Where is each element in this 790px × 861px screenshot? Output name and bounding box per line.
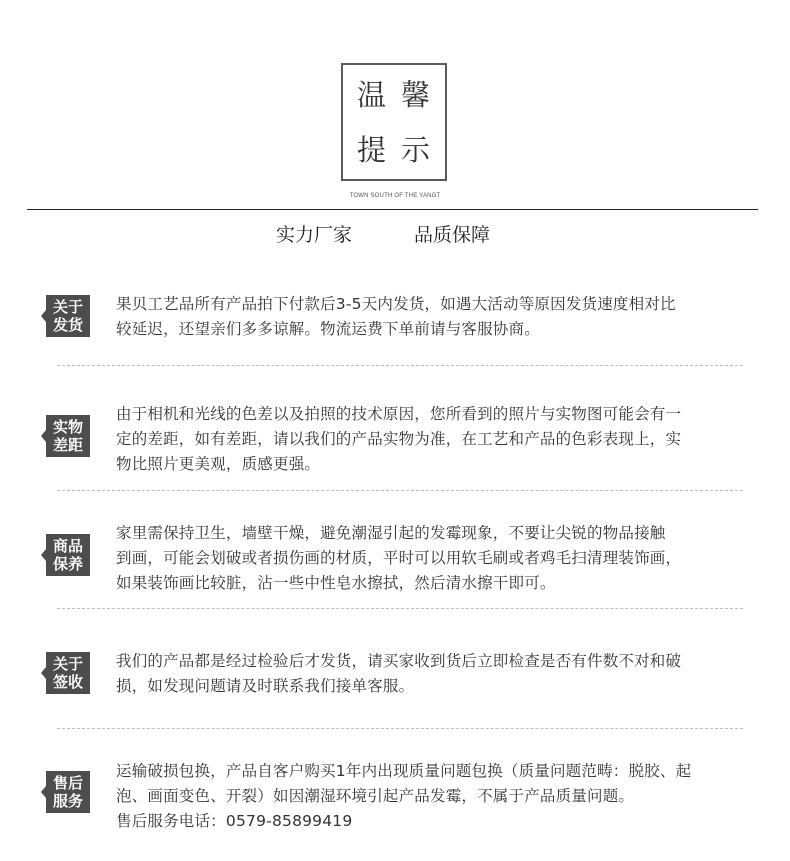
section-divider: [57, 490, 743, 491]
badge-line: 差距: [52, 436, 83, 454]
badge-line: 关于: [52, 298, 83, 316]
badge-shipping: [46, 295, 90, 337]
badge-line: 发货: [52, 316, 83, 334]
slogan-factory: 实力厂家: [276, 224, 353, 246]
text-line: 如果装饰画比较脏，沾一些中性皂水擦拭，然后清水擦干即可。: [116, 574, 556, 592]
header-divider: [27, 209, 758, 210]
title-char: 温: [357, 78, 387, 112]
section-divider: [57, 365, 743, 366]
section-care-text: [116, 521, 756, 596]
text-line: 较延迟，还望亲们多多谅解。物流运费下单前请与客服协商。: [116, 320, 540, 338]
badge-line: 售后: [52, 774, 83, 792]
text-line: 果贝工艺品所有产品拍下付款后3-5天内发货，如遇大活动等原因发货速度相对比: [116, 295, 676, 313]
text-line: 我们的产品都是经过检验后才发货，请买家收到货后立即检查是否有件数不对和破: [116, 652, 682, 670]
text-line: 损，如发现问题请及时联系我们接单客服。: [116, 677, 415, 695]
section-after-sales-text: [116, 759, 756, 834]
text-line: 到画，可能会划破或者损伤画的材质，平时可以用软毛刷或者鸡毛扫清理装饰画，: [116, 549, 682, 567]
badge-line: 保养: [52, 555, 83, 573]
text-line: 泡、画面变色、开裂）如因潮湿环境引起产品发霉，不属于产品质量问题。: [116, 787, 635, 805]
badge-line: 签收: [52, 673, 83, 691]
section-difference-text: [116, 402, 756, 477]
badge-after-sales: [46, 771, 90, 813]
slogan-quality: 品质保障: [414, 224, 491, 246]
text-line: 售后服务电话：0579-85899419: [116, 812, 353, 830]
title-char: 示: [401, 133, 431, 167]
text-line: 由于相机和光线的色差以及拍照的技术原因，您所看到的照片与实物图可能会有一: [116, 405, 682, 423]
badge-care: [46, 534, 90, 576]
text-line: 物比照片更美观，质感更强。: [116, 455, 321, 473]
title-char: 馨: [401, 78, 431, 112]
section-divider: [57, 728, 743, 729]
title-char: 提: [357, 133, 387, 167]
badge-difference: [46, 415, 90, 457]
section-divider: [57, 608, 743, 609]
section-shipping-text: [116, 292, 756, 342]
text-line: 定的差距，如有差距，请以我们的产品实物为准，在工艺和产品的色彩表现上，实: [116, 430, 682, 448]
title-subtitle: TOWN SOUTH OF THE YANGT: [349, 193, 441, 199]
text-line: 运输破损包换，产品自客户购买1年内出现质量问题包换（质量问题范畴：脱胶、起: [116, 762, 692, 780]
title-box: [341, 63, 447, 181]
badge-receipt: [46, 652, 90, 694]
badge-line: 商品: [52, 537, 83, 555]
badge-line: 实物: [52, 418, 83, 436]
section-receipt-text: [116, 649, 756, 699]
badge-line: 关于: [52, 655, 83, 673]
badge-line: 服务: [52, 792, 83, 810]
text-line: 家里需保持卫生，墙壁干燥，避免潮湿引起的发霉现象，不要让尖锐的物品接触: [116, 524, 666, 542]
